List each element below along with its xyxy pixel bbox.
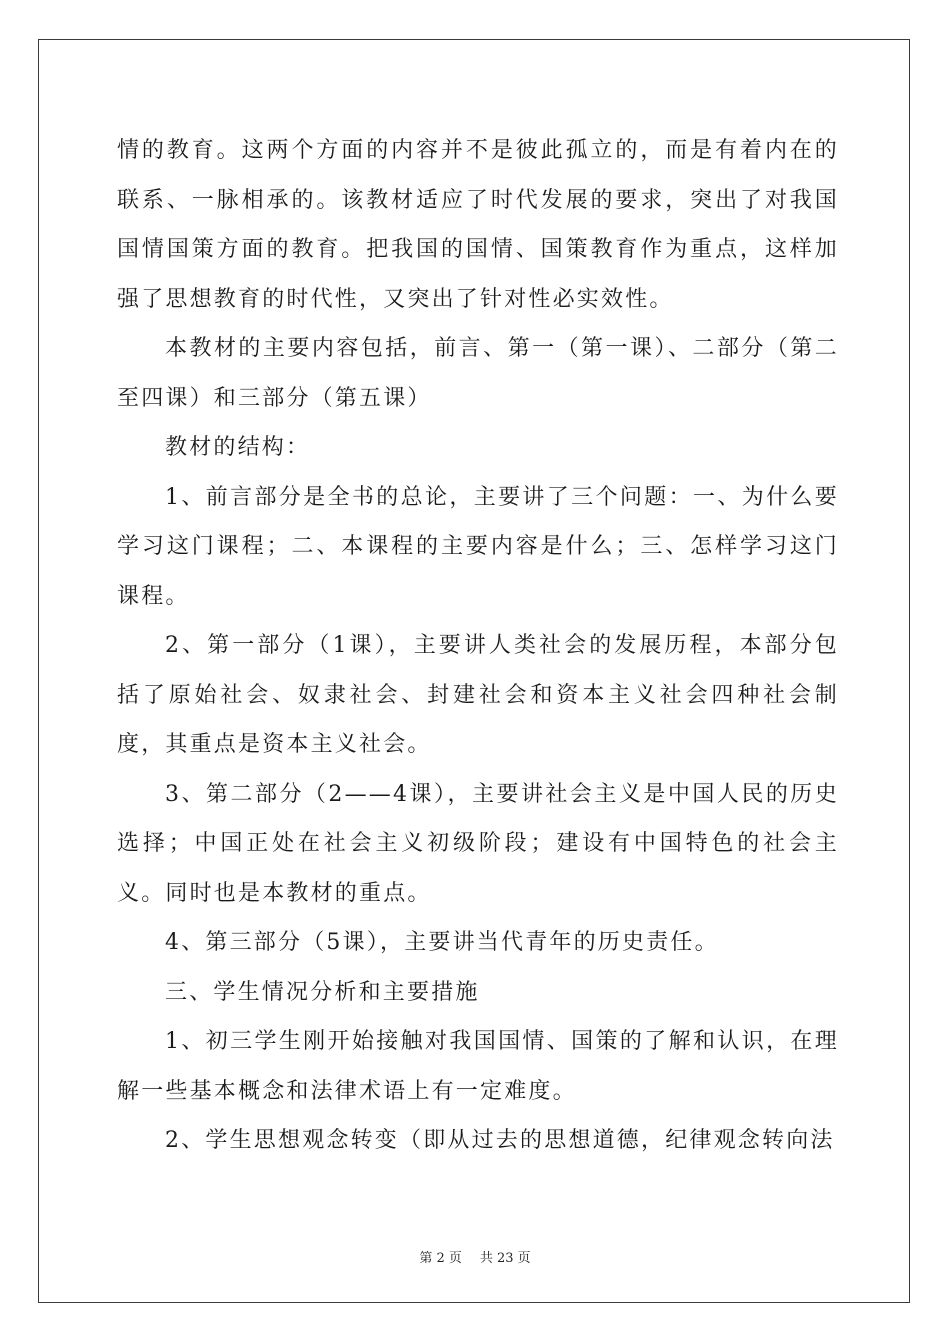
paragraph: 2、学生思想观念转变（即从过去的思想道德，纪律观念转向法: [165, 1128, 835, 1153]
page-footer: [0, 1247, 950, 1266]
paragraph: 2、第一部分（1课），主要讲人类社会的发展历程，本部分包括了原始社会、奴隶社会、封建社会和资本主义社会四种社会制度，其重点是资本主义社会。: [117, 633, 839, 757]
paragraph: 本教材的主要内容包括，前言、第一（第一课）、二部分（第二至四课）和三部分（第五课）: [117, 336, 839, 411]
paragraph: 3、第二部分（2——4课），主要讲社会主义是中国人民的历史选择；中国正处在社会主义初级阶段；建设有中国特色的社会主义。同时也是本教材的重点。: [117, 781, 839, 906]
page-total: 共 23 页: [479, 1251, 531, 1266]
paragraph: 教材的结构：: [165, 435, 311, 460]
paragraph: 4、第三部分（5课），主要讲当代青年的历史责任。: [165, 930, 719, 955]
document-body: [117, 126, 839, 1166]
paragraph: 情的教育。这两个方面的内容并不是彼此孤立的，而是有着内在的联系、一脉相承的。该教材适应了时代发展的要求，突出了对我国国情国策方面的教育。把我国的国情、国策教育作为重点，这样加强了思想教育的时代性，又突出了针对性必实效性。: [117, 138, 839, 312]
paragraph: 1、前言部分是全书的总论，主要讲了三个问题：一、为什么要学习这门课程；二、本课程的主要内容是什么；三、怎样学习这门课程。: [117, 484, 839, 609]
paragraph: 1、初三学生刚开始接触对我国国情、国策的了解和认识，在理解一些基本概念和法律术语上有一定难度。: [117, 1029, 839, 1104]
paragraph: 三、学生情况分析和主要措施: [165, 979, 480, 1005]
page-number: 第 2 页: [419, 1251, 462, 1266]
